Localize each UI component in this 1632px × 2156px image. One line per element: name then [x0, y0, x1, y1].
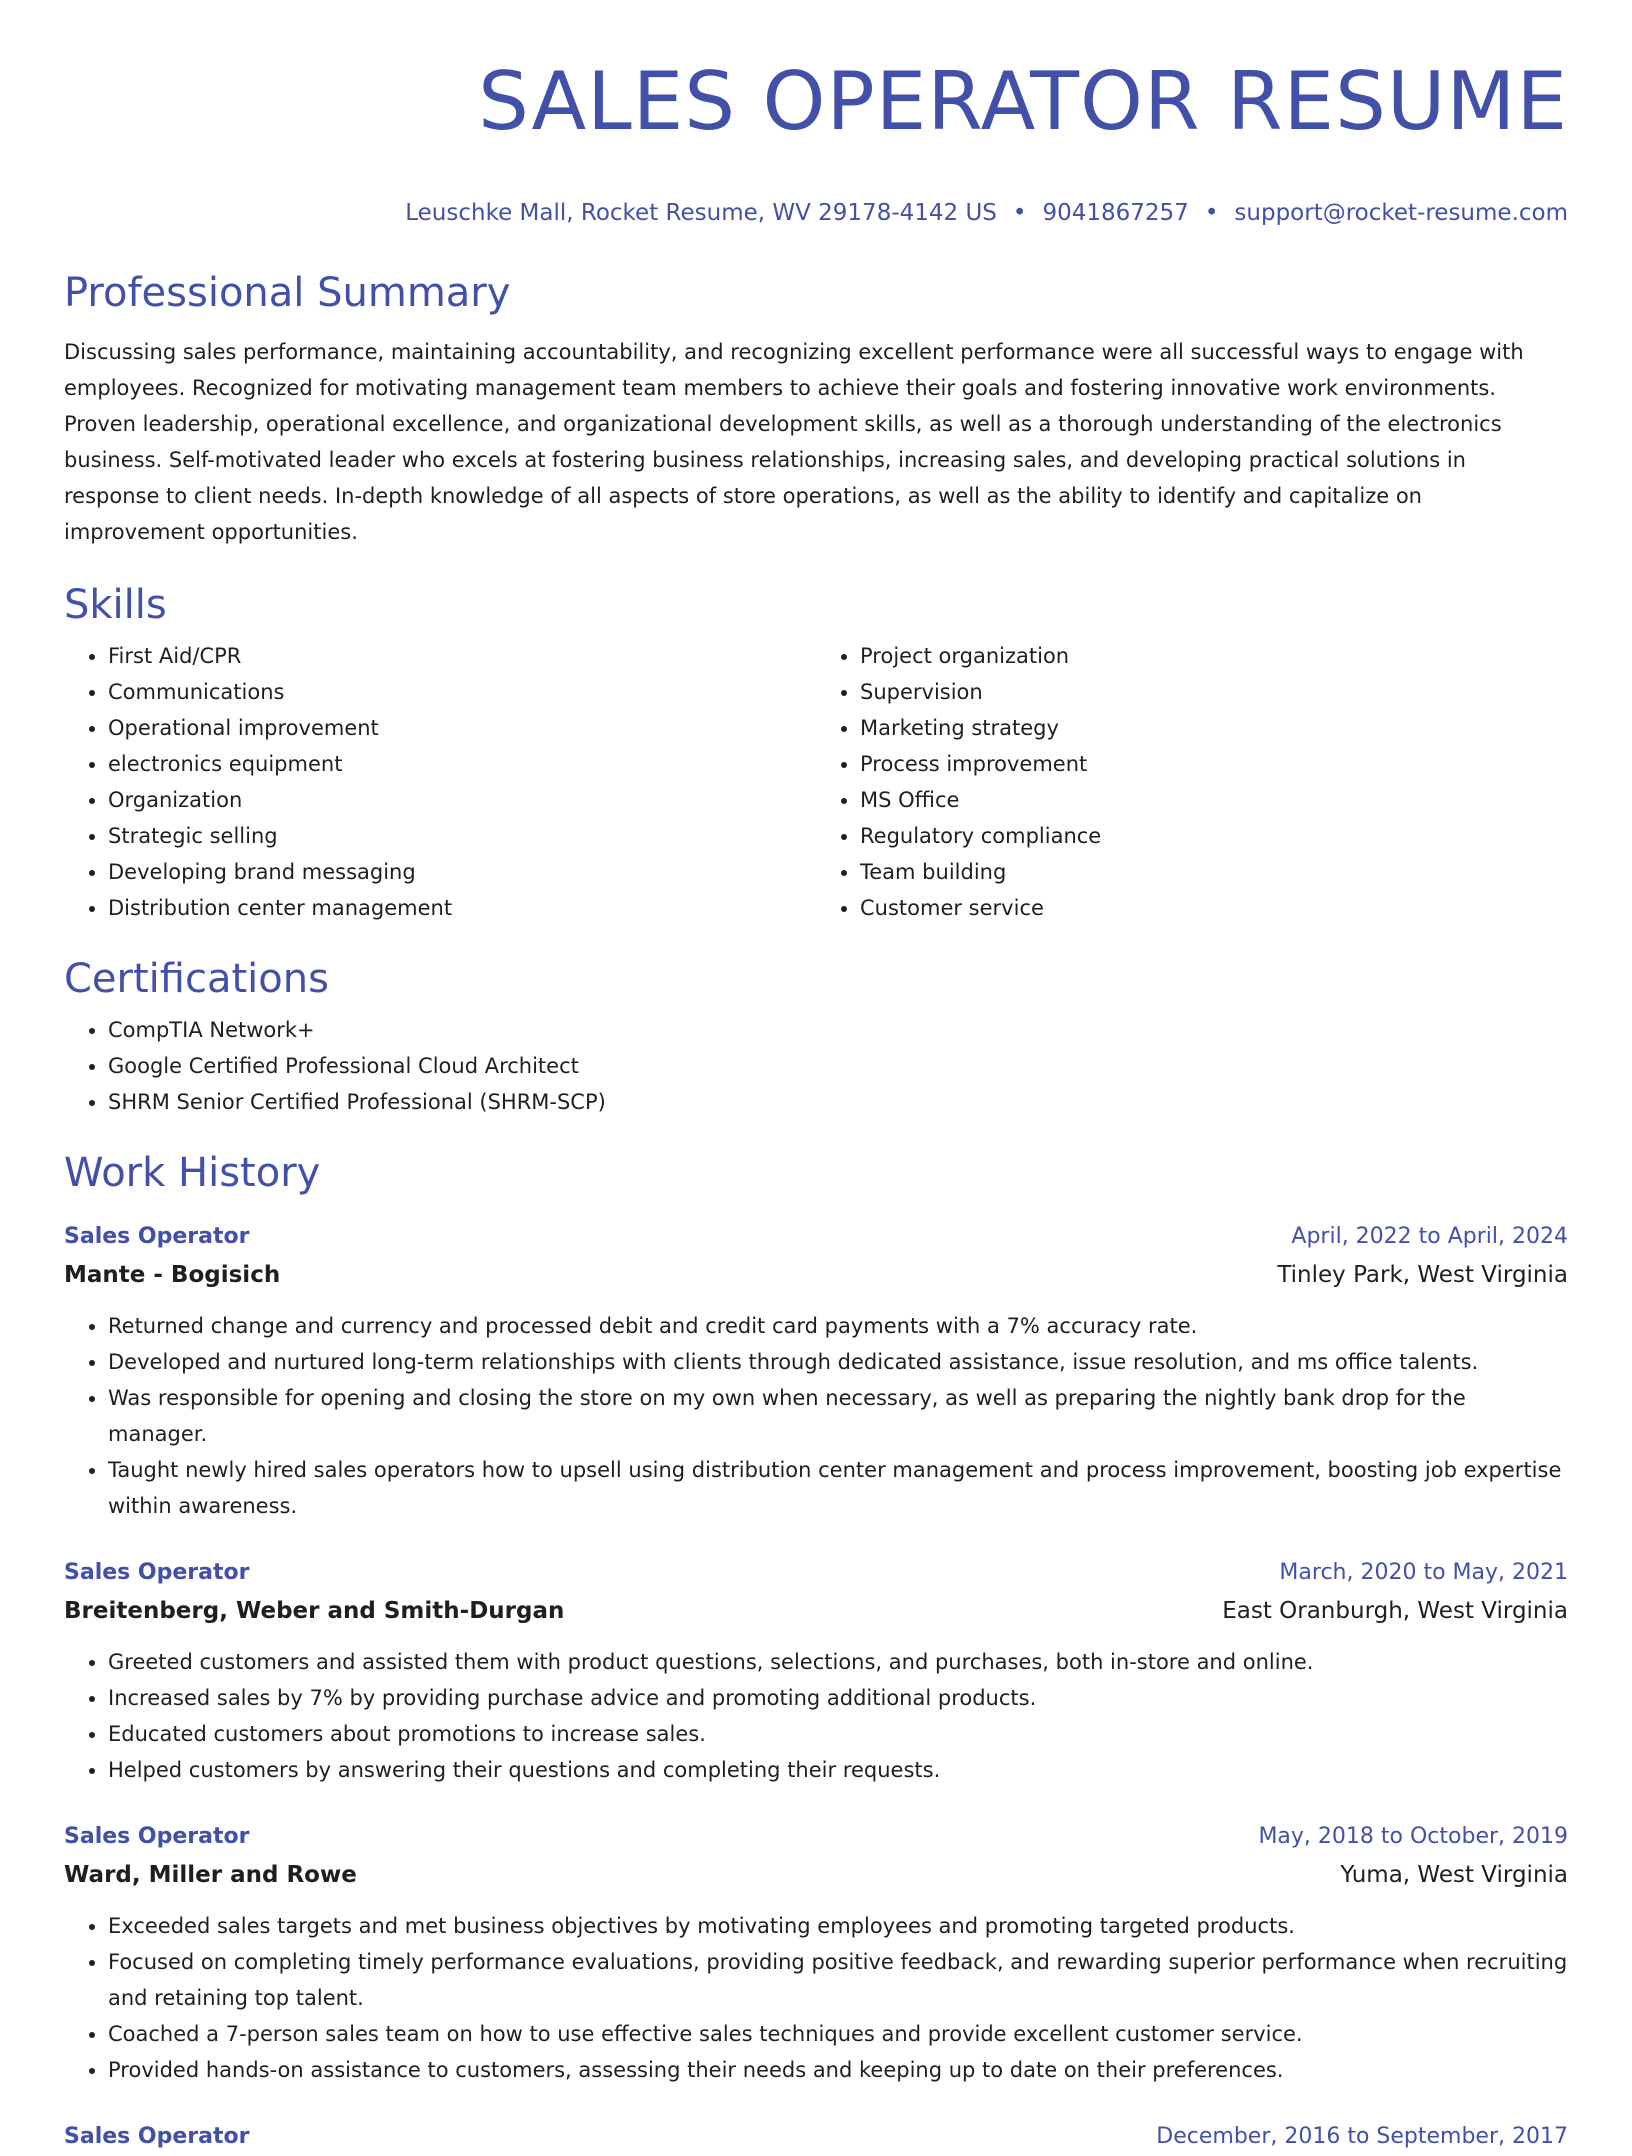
duty-item: • Greeted customers and assisted them with product questions, selections, and purchases, both in-store and online.	[108, 1644, 1568, 1680]
job-company: Breitenberg, Weber and Smith-Durgan	[64, 1598, 565, 1624]
job-company: Ward, Miller and Rowe	[64, 1862, 357, 1888]
skills-section	[64, 580, 1568, 926]
contact-address: Leuschke Mall, Rocket Resume, WV 29178-4142 US	[405, 200, 997, 226]
job-dates: December, 2016 to September, 2017	[1156, 2124, 1568, 2149]
skill-item: • Regulatory compliance	[860, 818, 1568, 854]
job-role: Sales Operator	[64, 1224, 250, 1249]
job-location: East Oranburgh, West Virginia	[1222, 1598, 1568, 1624]
skill-item: • Supervision	[860, 674, 1568, 710]
skill-item: • Strategic selling	[108, 818, 816, 854]
job-dates: April, 2022 to April, 2024	[1291, 1224, 1568, 1249]
job-role: Sales Operator	[64, 1560, 250, 1585]
skill-item: • Organization	[108, 782, 816, 818]
duty-item: • Developed and nurtured long-term relationships with clients through dedicated assistance, issue resolution, and ms office talents.	[108, 1344, 1568, 1380]
summary-section	[64, 268, 1568, 550]
certifications-heading: Certifications	[64, 956, 329, 1002]
job-duties	[64, 1908, 1568, 2088]
job-duties	[64, 1644, 1568, 1788]
duty-item: • Coached a 7-person sales team on how to use effective sales techniques and provide excellent customer service.	[108, 2016, 1568, 2052]
job-location: Yuma, West Virginia	[1340, 1862, 1568, 1888]
summary-text: Discussing sales performance, maintaining accountability, and recognizing excellent performance were all successful ways to engage with employees. Recognized for motivating management team members to achieve their goals and fostering innovative work environments. Proven leadership, operational excellence, and organizational development skills, as well as a thorough understanding of the electronics business. Self-motivated leader who excels at fostering business relationships, increasing sales, and developing practical solutions in response to client needs. In-depth knowledge of all aspects of store operations, as well as the ability to identify and capitalize on improvement opportunities.	[64, 340, 1524, 544]
certifications-section	[64, 954, 1568, 1120]
duty-item: • Was responsible for opening and closing the store on my own when necessary, as well as preparing the nightly bank drop for the manager.	[108, 1380, 1568, 1452]
job-duties	[64, 1308, 1568, 1524]
job-subheader	[64, 1856, 1568, 1894]
resume-title: SALES OPERATOR RESUME	[478, 55, 1568, 148]
job-location: Tinley Park, West Virginia	[1277, 1262, 1568, 1288]
work-history-section	[64, 1148, 1568, 2156]
skill-item: • Process improvement	[860, 746, 1568, 782]
duty-item: • Taught newly hired sales operators how to upsell using distribution center management and process improvement, boosting job expertise within awareness.	[108, 1452, 1568, 1524]
job-dates: March, 2020 to May, 2021	[1279, 1560, 1568, 1585]
duty-item: • Provided hands-on assistance to customers, assessing their needs and keeping up to date on their preferences.	[108, 2052, 1568, 2088]
skill-item: • Developing brand messaging	[108, 854, 816, 890]
contact-phone[interactable]: 9041867257	[1042, 200, 1189, 226]
duty-item: • Focused on completing timely performance evaluations, providing positive feedback, and rewarding superior performance when recruiting and retaining top talent.	[108, 1944, 1568, 2016]
skill-item: • Project organization	[860, 638, 1568, 674]
job-subheader	[64, 1592, 1568, 1630]
contact-separator: •	[1204, 200, 1219, 226]
job-entry	[64, 1554, 1568, 1788]
job-company: Mante - Bogisich	[64, 1262, 281, 1288]
skill-item: • Communications	[108, 674, 816, 710]
skills-list-left	[64, 638, 816, 926]
skills-heading: Skills	[64, 582, 167, 628]
duty-item: • Increased sales by 7% by providing purchase advice and promoting additional products.	[108, 1680, 1568, 1716]
skills-columns	[64, 638, 1568, 926]
job-header	[64, 1818, 1568, 1856]
skills-list-right	[816, 638, 1568, 926]
job-dates: May, 2018 to October, 2019	[1258, 1824, 1568, 1849]
certification-item: • Google Certified Professional Cloud Architect	[108, 1048, 1568, 1084]
job-entry	[64, 1818, 1568, 2088]
skill-item: • electronics equipment	[108, 746, 816, 782]
job-role: Sales Operator	[64, 1824, 250, 1849]
contact-line	[64, 198, 1568, 228]
skill-item: • Operational improvement	[108, 710, 816, 746]
job-entry	[64, 2118, 1568, 2156]
certifications-list	[64, 1012, 1568, 1120]
skill-item: • Customer service	[860, 890, 1568, 926]
job-header	[64, 2118, 1568, 2156]
duty-item: • Educated customers about promotions to increase sales.	[108, 1716, 1568, 1752]
certification-item: • SHRM Senior Certified Professional (SHRM-SCP)	[108, 1084, 1568, 1120]
summary-heading: Professional Summary	[64, 270, 511, 316]
duty-item: • Helped customers by answering their questions and completing their requests.	[108, 1752, 1568, 1788]
skill-item: • MS Office	[860, 782, 1568, 818]
skill-item: • First Aid/CPR	[108, 638, 816, 674]
contact-separator: •	[1012, 200, 1027, 226]
job-role: Sales Operator	[64, 2124, 250, 2149]
work-history-heading: Work History	[64, 1150, 321, 1196]
certification-item: • CompTIA Network+	[108, 1012, 1568, 1048]
job-entry	[64, 1218, 1568, 1524]
skill-item: • Distribution center management	[108, 890, 816, 926]
contact-email[interactable]: support@rocket-resume.com	[1234, 200, 1568, 226]
job-header	[64, 1218, 1568, 1256]
job-header	[64, 1554, 1568, 1592]
duty-item: • Returned change and currency and processed debit and credit card payments with a 7% accuracy rate.	[108, 1308, 1568, 1344]
job-subheader	[64, 1256, 1568, 1294]
skill-item: • Team building	[860, 854, 1568, 890]
duty-item: • Exceeded sales targets and met business objectives by motivating employees and promoting targeted products.	[108, 1908, 1568, 1944]
skill-item: • Marketing strategy	[860, 710, 1568, 746]
